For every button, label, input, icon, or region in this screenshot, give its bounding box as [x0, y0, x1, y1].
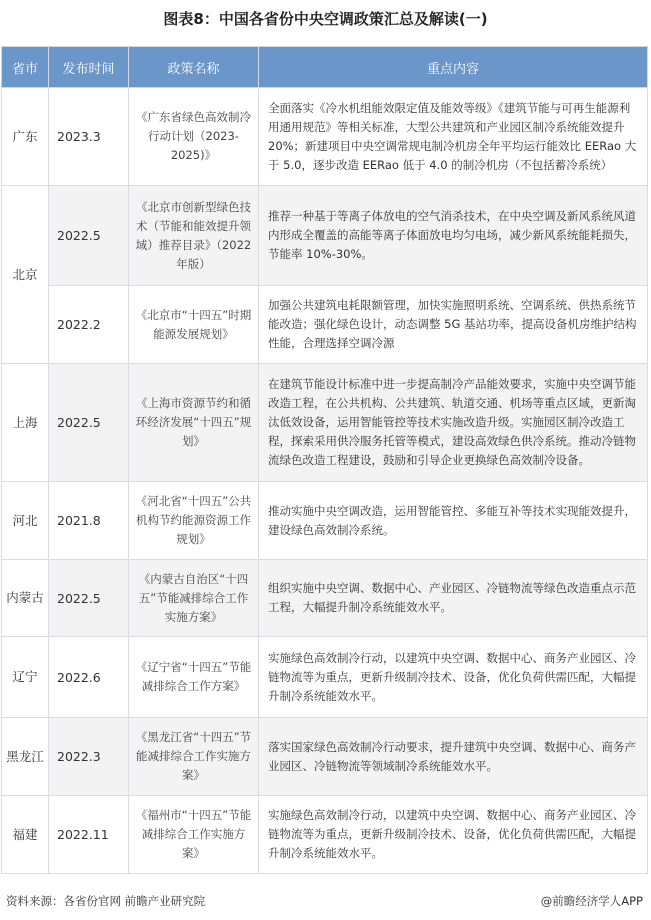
table-body	[2, 88, 648, 874]
date-cell: 2022.11	[49, 796, 129, 874]
policy-name-cell: 《福州市“十四五”节能减排综合工作实施方案》	[129, 796, 259, 874]
policy-name-cell: 《北京市“十四五”时期能源发展规划》	[129, 286, 259, 364]
province-cell: 广东	[2, 88, 49, 186]
table-row	[2, 286, 648, 364]
header-date: 发布时间	[49, 47, 129, 88]
table-row	[2, 718, 648, 796]
content-cell: 实施绿色高效制冷行动，以建筑中央空调、数据中心、商务产业园区、冷链物流等为重点，更新升级制冷技术、设备，优化负荷供需匹配，大幅提升制冷系统能效水平。	[259, 796, 648, 874]
table-row	[2, 796, 648, 874]
province-cell: 内蒙古	[2, 560, 49, 637]
table-row	[2, 482, 648, 560]
date-cell: 2023.3	[49, 88, 129, 186]
content-cell: 落实国家绿色高效制冷行动要求，提升建筑中央空调、数据中心、商务产业园区、冷链物流等领域制冷系统能效水平。	[259, 718, 648, 796]
policy-name-cell: 《辽宁省“十四五”节能减排综合工作方案》	[129, 637, 259, 718]
province-cell: 福建	[2, 796, 49, 874]
content-cell: 全面落实《冷水机组能效限定值及能效等级》《建筑节能与可再生能源利用通用规范》等相关标准，大型公共建筑和产业园区制冷系统能效提升 20%；新建项目中央空调常规电制冷机房全年平均运行能效比 EERao 大于 5.0，逐步改造 EERao 低于 4.0 的制冷机房（不包括蓄冷系统）	[259, 88, 648, 186]
content-cell: 推动实施中央空调改造，运用智能管控、多能互补等技术实现能效提升，建设绿色高效制冷系统。	[259, 482, 648, 560]
date-cell: 2022.5	[49, 364, 129, 482]
province-cell: 河北	[2, 482, 49, 560]
policy-name-cell: 《广东省绿色高效制冷行动计划（2023-2025)》	[129, 88, 259, 186]
province-cell: 北京	[2, 186, 49, 364]
date-cell: 2022.2	[49, 286, 129, 364]
date-cell: 2022.6	[49, 637, 129, 718]
policy-name-cell: 《北京市创新型绿色技术（节能和能效提升领域）推荐目录》（2022 年版）	[129, 186, 259, 286]
date-cell: 2021.8	[49, 482, 129, 560]
province-cell: 黑龙江	[2, 718, 49, 796]
policy-name-cell: 《河北省“十四五”公共机构节约能源资源工作规划》	[129, 482, 259, 560]
table-row	[2, 364, 648, 482]
content-cell: 在建筑节能设计标准中进一步提高制冷产品能效要求，实施中央空调节能改造工程，在公共机构、公共建筑、轨道交通、机场等重点区域，更新淘汰低效设备，运用智能管控等技术实施改造升级。实施园区制冷改造工程，探索采用供冷服务托管等模式，建设高效绿色供冷系统。推动冷链物流绿色改造工程建设，鼓励和引导企业更换绿色高效制冷设备。	[259, 364, 648, 482]
table-row	[2, 88, 648, 186]
chart-title: 图表8：中国各省份中央空调政策汇总及解读(一)	[163, 10, 488, 28]
header-key-content: 重点内容	[259, 47, 648, 88]
policy-name-cell: 《内蒙古自治区“十四五”节能减排综合工作实施方案》	[129, 560, 259, 637]
date-cell: 2022.5	[49, 560, 129, 637]
policy-name-cell: 《黑龙江省“十四五”节能减排综合工作实施方案》	[129, 718, 259, 796]
header-province: 省市	[2, 47, 49, 88]
brand-label: @前瞻经济学人APP	[540, 894, 643, 908]
content-cell: 实施绿色高效制冷行动，以建筑中央空调、数据中心、商务产业园区、冷链物流等为重点，更新升级制冷技术、设备，优化负荷供需匹配，大幅提升制冷系统能效水平。	[259, 637, 648, 718]
header-policy-name: 政策名称	[129, 47, 259, 88]
table-row	[2, 637, 648, 718]
date-cell: 2022.3	[49, 718, 129, 796]
province-cell: 辽宁	[2, 637, 49, 718]
content-cell: 推荐一种基于等离子体放电的空气消杀技术，在中央空调及新风系统风道内形成全覆盖的高能等离子体面放电均匀电场，减少新风系统能耗损失，节能率 10%-30%。	[259, 186, 648, 286]
table-row	[2, 560, 648, 637]
province-cell: 上海	[2, 364, 49, 482]
content-cell: 组织实施中央空调、数据中心、产业园区、冷链物流等绿色改造重点示范工程，大幅提升制冷系统能效水平。	[259, 560, 648, 637]
table-row	[2, 186, 648, 286]
date-cell: 2022.5	[49, 186, 129, 286]
source-note: 资料来源：各省份官网 前瞻产业研究院	[6, 894, 206, 908]
content-cell: 加强公共建筑电耗限额管理，加快实施照明系统、空调系统、供热系统节能改造；强化绿色设计，动态调整 5G 基站功率，提高设备机房维护结构性能，合理选择空调冷源	[259, 286, 648, 364]
policy-name-cell: 《上海市资源节约和循环经济发展“十四五”规划》	[129, 364, 259, 482]
table-header	[2, 47, 648, 88]
policy-table	[1, 46, 648, 874]
